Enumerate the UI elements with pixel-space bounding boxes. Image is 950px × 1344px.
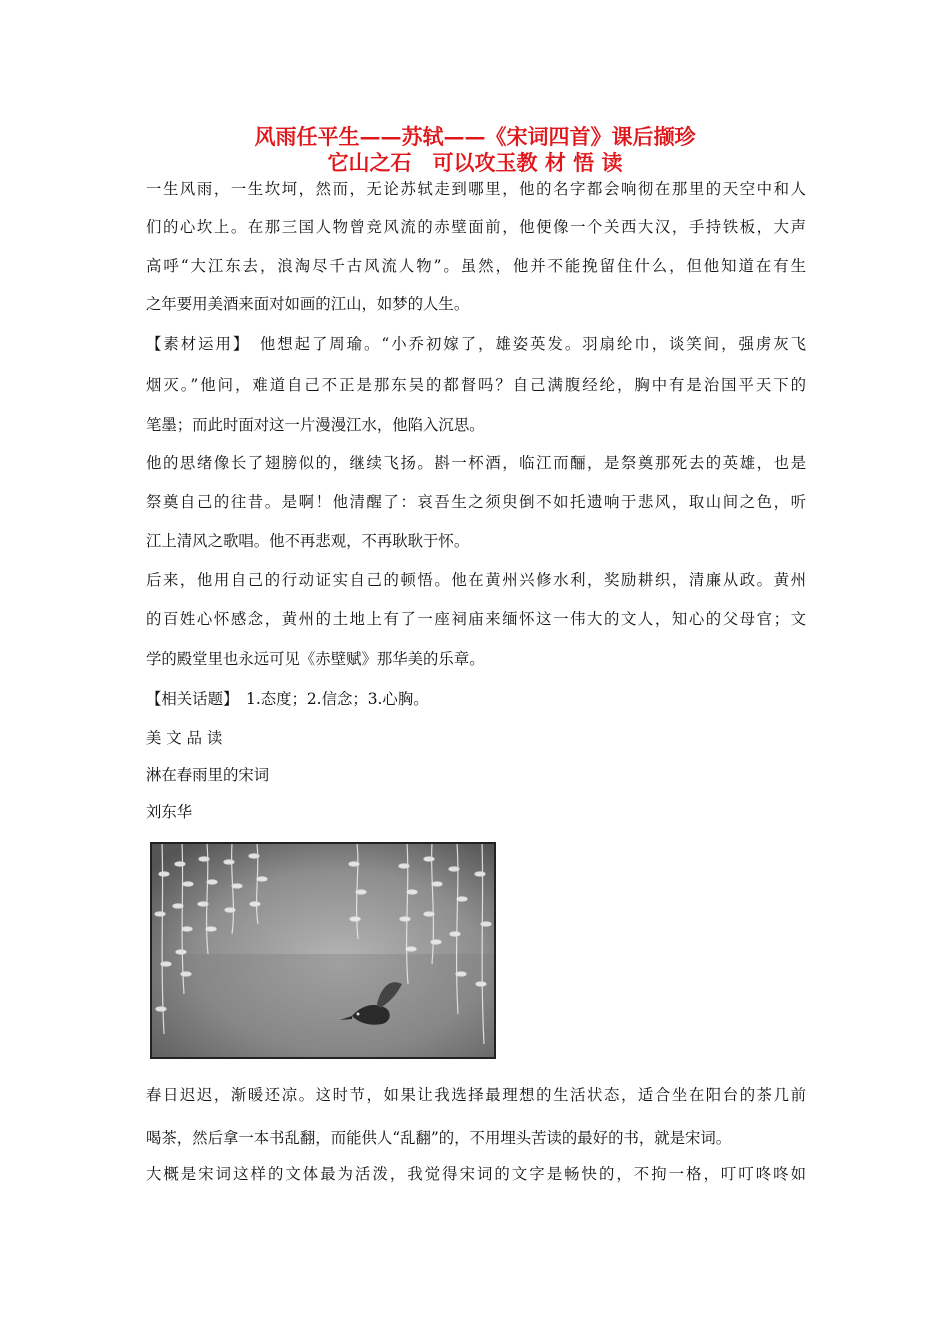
- text-line: 之年要用美酒来面对如画的江山，如梦的人生。: [146, 295, 470, 313]
- text-line: 祭奠自己的往昔。是啊！他清醒了：哀吾生之须臾倒不如托遗响于悲风，取山间之色，听: [146, 493, 806, 511]
- text-line: 的百姓心怀感念，黄州的土地上有了一座祠庙来缅怀这一伟大的文人，知心的父母官；文: [146, 610, 806, 628]
- text-line: 们的心坎上。在那三国人物曾竞风流的赤壁面前，他便像一个关西大汉，手持铁板，大声: [146, 218, 806, 236]
- illustration-image: [150, 842, 496, 1059]
- text-line: 学的殿堂里也永远可见《赤壁赋》那华美的乐章。: [146, 650, 485, 668]
- text-line: 烟灭。”他问，难道自己不正是那东吴的都督吗？自己满腹经纶，胸中有是治国平天下的: [146, 376, 806, 394]
- section-heading: 美 文 品 读: [146, 729, 223, 747]
- article-title: 淋在春雨里的宋词: [146, 766, 270, 784]
- text-line: 喝茶，然后拿一本书乱翻，而能供人“乱翻”的，不用埋头苦读的最好的书，就是宋词。: [146, 1129, 732, 1147]
- text-line: 江上清风之歌唱。他不再悲观，不再耿耿于怀。: [146, 532, 470, 550]
- text-line: 一生风雨，一生坎坷，然而，无论苏轼走到哪里，他的名字都会响彻在那里的天空中和人: [146, 180, 806, 198]
- text-line: 笔墨；而此时面对这一片漫漫江水，他陷入沉思。: [146, 416, 485, 434]
- text-line: 大概是宋词这样的文体最为活泼，我觉得宋词的文字是畅快的，不拘一格，叮叮咚咚如: [146, 1165, 806, 1183]
- article-author: 刘东华: [146, 803, 193, 821]
- text-line: 他的思绪像长了翅膀似的，继续飞扬。斟一杯酒，临江而酾，是祭奠那死去的英雄，也是: [146, 454, 806, 472]
- text-line: 春日迟迟，渐暖还凉。这时节，如果让我选择最理想的生活状态，适合坐在阳台的茶几前: [146, 1086, 806, 1104]
- text-line: 【相关话题】 1.态度；2.信念；3.心胸。: [146, 690, 429, 708]
- text-line: 高呼“大江东去，浪淘尽千古风流人物”。虽然，他并不能挽留住什么，但他知道在有生: [146, 257, 806, 275]
- page-title: 风雨任平生——苏轼——《宋词四首》课后撷珍: [254, 124, 696, 149]
- text-line: 【素材运用】 他想起了周瑜。“小乔初嫁了，雄姿英发。羽扇纶巾，谈笑间，强虏灰飞: [146, 335, 806, 353]
- willow-kingfisher-picture: [152, 844, 494, 1057]
- text-line: 后来，他用自己的行动证实自己的顿悟。他在黄州兴修水利，奖励耕织，清廉从政。黄州: [146, 571, 806, 589]
- page-subtitle: 它山之石 可以攻玉教 材 悟 读: [327, 150, 623, 175]
